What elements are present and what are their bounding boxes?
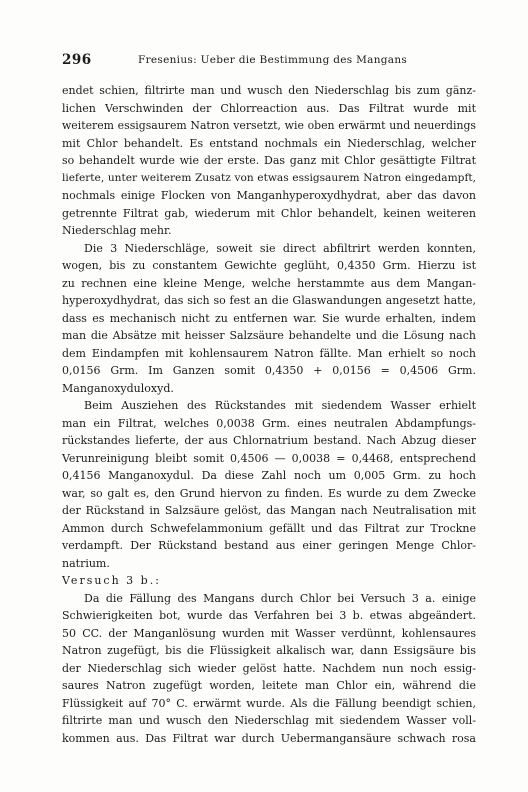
text-line: der Niederschlag sich wieder gelöst hatte. Nachdem nun noch essig- bbox=[62, 661, 476, 675]
text-line: kommen aus. Das Filtrat war durch Uebermangansäure schwach rosa bbox=[62, 731, 476, 745]
text-line: lichen Verschwinden der Chlorreaction aus. Das Filtrat wurde mit bbox=[62, 101, 476, 115]
text-line: saures Natron zugefügt worden, leitete man Chlor ein, während die bbox=[62, 679, 476, 692]
text-line: 0,4156 Manganoxydul. Da diese Zahl noch um 0,005 Grm. zu hoch bbox=[62, 469, 476, 482]
text-line: Natron zugefügt, bis die Flüssigkeit alkalisch war, dann Essigsäure bis bbox=[62, 644, 476, 657]
text-line: lieferte, unter weiterem Zusatz von etwas essigsaurem Natron eingedampft, bbox=[62, 171, 476, 184]
text-line: Da die Fällung des Mangans durch Chlor bei Versuch 3 a. einige bbox=[84, 591, 476, 605]
text-line: man ein Filtrat, welches 0,0038 Grm. eines neutralen Abdampfungs- bbox=[62, 416, 476, 430]
text-line: Beim Ausziehen des Rückstandes mit siedendem Wasser erhielt bbox=[84, 399, 476, 412]
text-line: Niederschlag mehr. bbox=[62, 224, 172, 237]
page-number: 296 bbox=[62, 52, 92, 68]
text-line: der Rückstand in Salzsäure gelöst, das Mangan nach Neutralisation mit bbox=[62, 504, 476, 517]
text-line: weiterem essigsaurem Natron versetzt, wie oben erwärmt und neuerdings bbox=[62, 119, 476, 132]
text-line: Manganoxyduloxyd. bbox=[62, 381, 174, 395]
text-line: 0,0156 Grm. Im Ganzen somit 0,4350 + 0,0156 = 0,4506 Grm. bbox=[62, 364, 476, 377]
text-line: 50 CC. der Manganlösung wurden mit Wasser verdünnt, kohlensaures bbox=[62, 626, 476, 640]
text-line: Schwierigkeiten bot, wurde das Verfahren bei 3 b. etwas abgeändert. bbox=[62, 609, 476, 622]
text-line: so behandelt wurde wie der erste. Das ganz mit Chlor gesättigte Filtrat bbox=[62, 154, 476, 167]
text-line: rückstandes lieferte, der aus Chlornatrium bestand. Nach Abzug dieser bbox=[62, 434, 476, 447]
page-header bbox=[62, 52, 476, 70]
text-line: hyperoxydhydrat, das sich so fest an die Glaswandungen angesetzt hatte, bbox=[62, 294, 476, 307]
text-line: Die 3 Niederschläge, soweit sie direct abfiltrirt werden konnten, bbox=[84, 241, 476, 255]
text-line: Flüssigkeit auf 70° C. erwärmt wurde. Als die Fällung beendigt schien, bbox=[62, 696, 476, 710]
text-line: filtrirte man und wusch den Niederschlag mit siedendem Wasser voll- bbox=[62, 714, 476, 727]
text-line: endet schien, filtrirte man und wusch den Niederschlag bis zum gänz- bbox=[62, 84, 476, 97]
section-heading: Versuch 3 b.: bbox=[62, 574, 161, 587]
body-text bbox=[62, 82, 476, 747]
text-line: nochmals einige Flocken von Manganhyperoxydhydrat, aber das davon bbox=[62, 189, 476, 202]
text-line: dass es mechanisch nicht zu entfernen war. Sie wurde erhalten, indem bbox=[62, 311, 476, 325]
text-line: wogen, bis zu constantem Gewichte geglüht, 0,4350 Grm. Hierzu ist bbox=[62, 259, 476, 272]
text-line: zu rechnen eine kleine Menge, welche herstammte aus dem Mangan- bbox=[62, 276, 476, 290]
text-line: verdampft. Der Rückstand bestand aus einer geringen Menge Chlor- bbox=[62, 539, 476, 552]
text-line: Verunreinigung bleibt somit 0,4506 — 0,0038 = 0,4468, entsprechend bbox=[62, 451, 476, 465]
text-line: Ammon durch Schwefelammonium gefällt und das Filtrat zur Trockne bbox=[62, 521, 476, 535]
text-line: dem Eindampfen mit kohlensaurem Natron fällte. Man erhielt so noch bbox=[62, 346, 476, 360]
text-line: natrium. bbox=[62, 556, 110, 570]
text-line: getrennte Filtrat gab, wiederum mit Chlor behandelt, keinen weiteren bbox=[62, 206, 476, 220]
text-line: mit Chlor behandelt. Es entstand nochmals ein Niederschlag, welcher bbox=[62, 136, 476, 150]
text-line: war, so galt es, den Grund hiervon zu finden. Es wurde zu dem Zwecke bbox=[62, 486, 476, 500]
running-head: Fresenius: Ueber die Bestimmung des Mangans bbox=[138, 54, 408, 66]
text-line: man die Absätze mit heisser Salzsäure behandelte und die Lösung nach bbox=[62, 329, 476, 342]
